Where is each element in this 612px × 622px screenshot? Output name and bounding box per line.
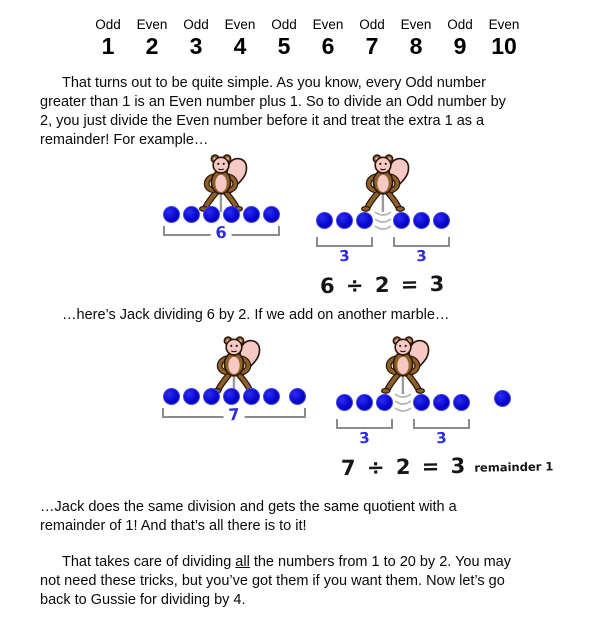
split-arcs-icon — [373, 208, 393, 234]
marble-dot — [413, 394, 430, 411]
remainder-label: remainder 1 — [474, 459, 554, 475]
parity-label: Odd — [95, 17, 121, 32]
whole-bracket — [162, 404, 306, 425]
marble-set-left — [336, 394, 393, 411]
marble-set — [163, 206, 280, 223]
number-column — [394, 17, 438, 59]
whole-group-seven — [162, 334, 306, 425]
number-value: 7 — [365, 33, 379, 59]
parity-label: Even — [224, 17, 256, 32]
left-count-label: 3 — [338, 246, 350, 266]
number-column — [350, 17, 394, 59]
number-value: 9 — [453, 33, 467, 59]
number-value: 10 — [491, 33, 517, 59]
parity-label: Odd — [359, 17, 385, 32]
marble-dot — [263, 388, 280, 405]
marble-dot — [453, 394, 470, 411]
equation-text: 6 ÷ 2 = 3 — [320, 271, 445, 299]
marble-dot — [223, 388, 240, 405]
marble-set-right — [413, 394, 470, 411]
marble-dot — [183, 388, 200, 405]
division-figure-six — [0, 152, 612, 300]
equation-six — [320, 272, 445, 298]
marble-dot — [243, 388, 260, 405]
marble-set-left — [316, 212, 373, 229]
number-value: 2 — [145, 33, 159, 59]
marble-dot — [433, 394, 450, 411]
equation-text: 7 ÷ 2 = 3 — [340, 453, 466, 481]
number-column — [218, 17, 262, 59]
number-column — [262, 17, 306, 59]
number-value: 8 — [409, 33, 423, 59]
closing-underlined-word: all — [235, 554, 250, 570]
marble-dot — [413, 212, 430, 229]
split-count-labels — [336, 429, 470, 447]
squirrel-icon — [198, 334, 270, 394]
number-column — [306, 17, 350, 59]
parity-label: Even — [488, 17, 520, 32]
marble-dot — [356, 212, 373, 229]
split-count-labels — [316, 247, 450, 265]
number-value: 6 — [321, 33, 335, 59]
closing-after: the numbers from 1 to 20 by 2. You may not need these tricks, but you’ve got them if you want them. Now let’s go back to Gussie for dividing by 4. — [40, 554, 511, 608]
marble-dot — [316, 212, 333, 229]
parity-label: Odd — [447, 17, 473, 32]
marble-dot — [243, 206, 260, 223]
number-value: 5 — [277, 33, 291, 59]
closing-paragraph — [40, 553, 592, 610]
marble-dot — [203, 388, 220, 405]
marble-row — [163, 206, 280, 223]
marble-dot — [494, 390, 511, 407]
parity-label: Even — [400, 17, 432, 32]
number-column — [438, 17, 482, 59]
marble-row — [163, 388, 306, 405]
marble-dot — [356, 394, 373, 411]
split-arcs-icon — [393, 390, 413, 416]
marble-extra — [289, 388, 306, 405]
intro-paragraph: That turns out to be quite simple. As you know, every Odd number greater than 1 is an Even number plus 1. So to divide an Odd number by 2, you just divide the Even number before it and treat the extra 1 as a remainder! For example… — [40, 75, 506, 148]
marble-dot — [393, 212, 410, 229]
number-value: 1 — [101, 33, 115, 59]
parity-label: Even — [312, 17, 344, 32]
squirrel-icon — [347, 152, 419, 212]
number-column — [86, 17, 130, 59]
marble-dot — [203, 206, 220, 223]
number-column — [174, 17, 218, 59]
marble-dot — [336, 212, 353, 229]
marble-row-split — [336, 388, 470, 416]
marble-dot — [336, 394, 353, 411]
parity-label: Even — [136, 17, 168, 32]
number-value: 4 — [233, 33, 247, 59]
equation-seven — [340, 453, 554, 481]
number-value: 3 — [189, 33, 203, 59]
division-figure-seven — [10, 334, 612, 482]
marble-dot — [376, 394, 393, 411]
result-paragraph: …Jack does the same division and gets the same quotient with a remainder of 1! And that’s all there is to it! — [40, 499, 457, 534]
split-group-seven — [336, 334, 554, 481]
marble-set-right — [393, 212, 450, 229]
whole-bracket — [163, 222, 280, 243]
marble-set — [163, 388, 280, 405]
parity-label: Odd — [183, 17, 209, 32]
whole-count-label: 6 — [210, 223, 232, 241]
number-column — [130, 17, 174, 59]
marble-dot — [433, 212, 450, 229]
marble-dot — [163, 206, 180, 223]
squirrel-icon — [367, 334, 439, 394]
mid-sentence: …here’s Jack dividing 6 by 2. If we add on another marble… — [62, 307, 450, 323]
left-count-label: 3 — [358, 428, 371, 448]
whole-group-six — [163, 152, 280, 243]
marble-dot — [163, 388, 180, 405]
number-column — [482, 17, 526, 59]
parity-number-line — [0, 17, 612, 59]
right-count-label: 3 — [435, 428, 448, 448]
marble-dot — [289, 388, 306, 405]
split-group-six — [316, 152, 450, 297]
right-count-label: 3 — [415, 246, 427, 266]
marble-row-split — [316, 206, 450, 234]
marble-dot — [263, 206, 280, 223]
closing-before: That takes care of dividing — [62, 554, 236, 570]
squirrel-icon — [185, 152, 257, 212]
marble-dot — [183, 206, 200, 223]
parity-label: Odd — [271, 17, 297, 32]
remainder-marble — [494, 390, 511, 407]
marble-dot — [223, 206, 240, 223]
whole-count-label: 7 — [223, 405, 245, 423]
